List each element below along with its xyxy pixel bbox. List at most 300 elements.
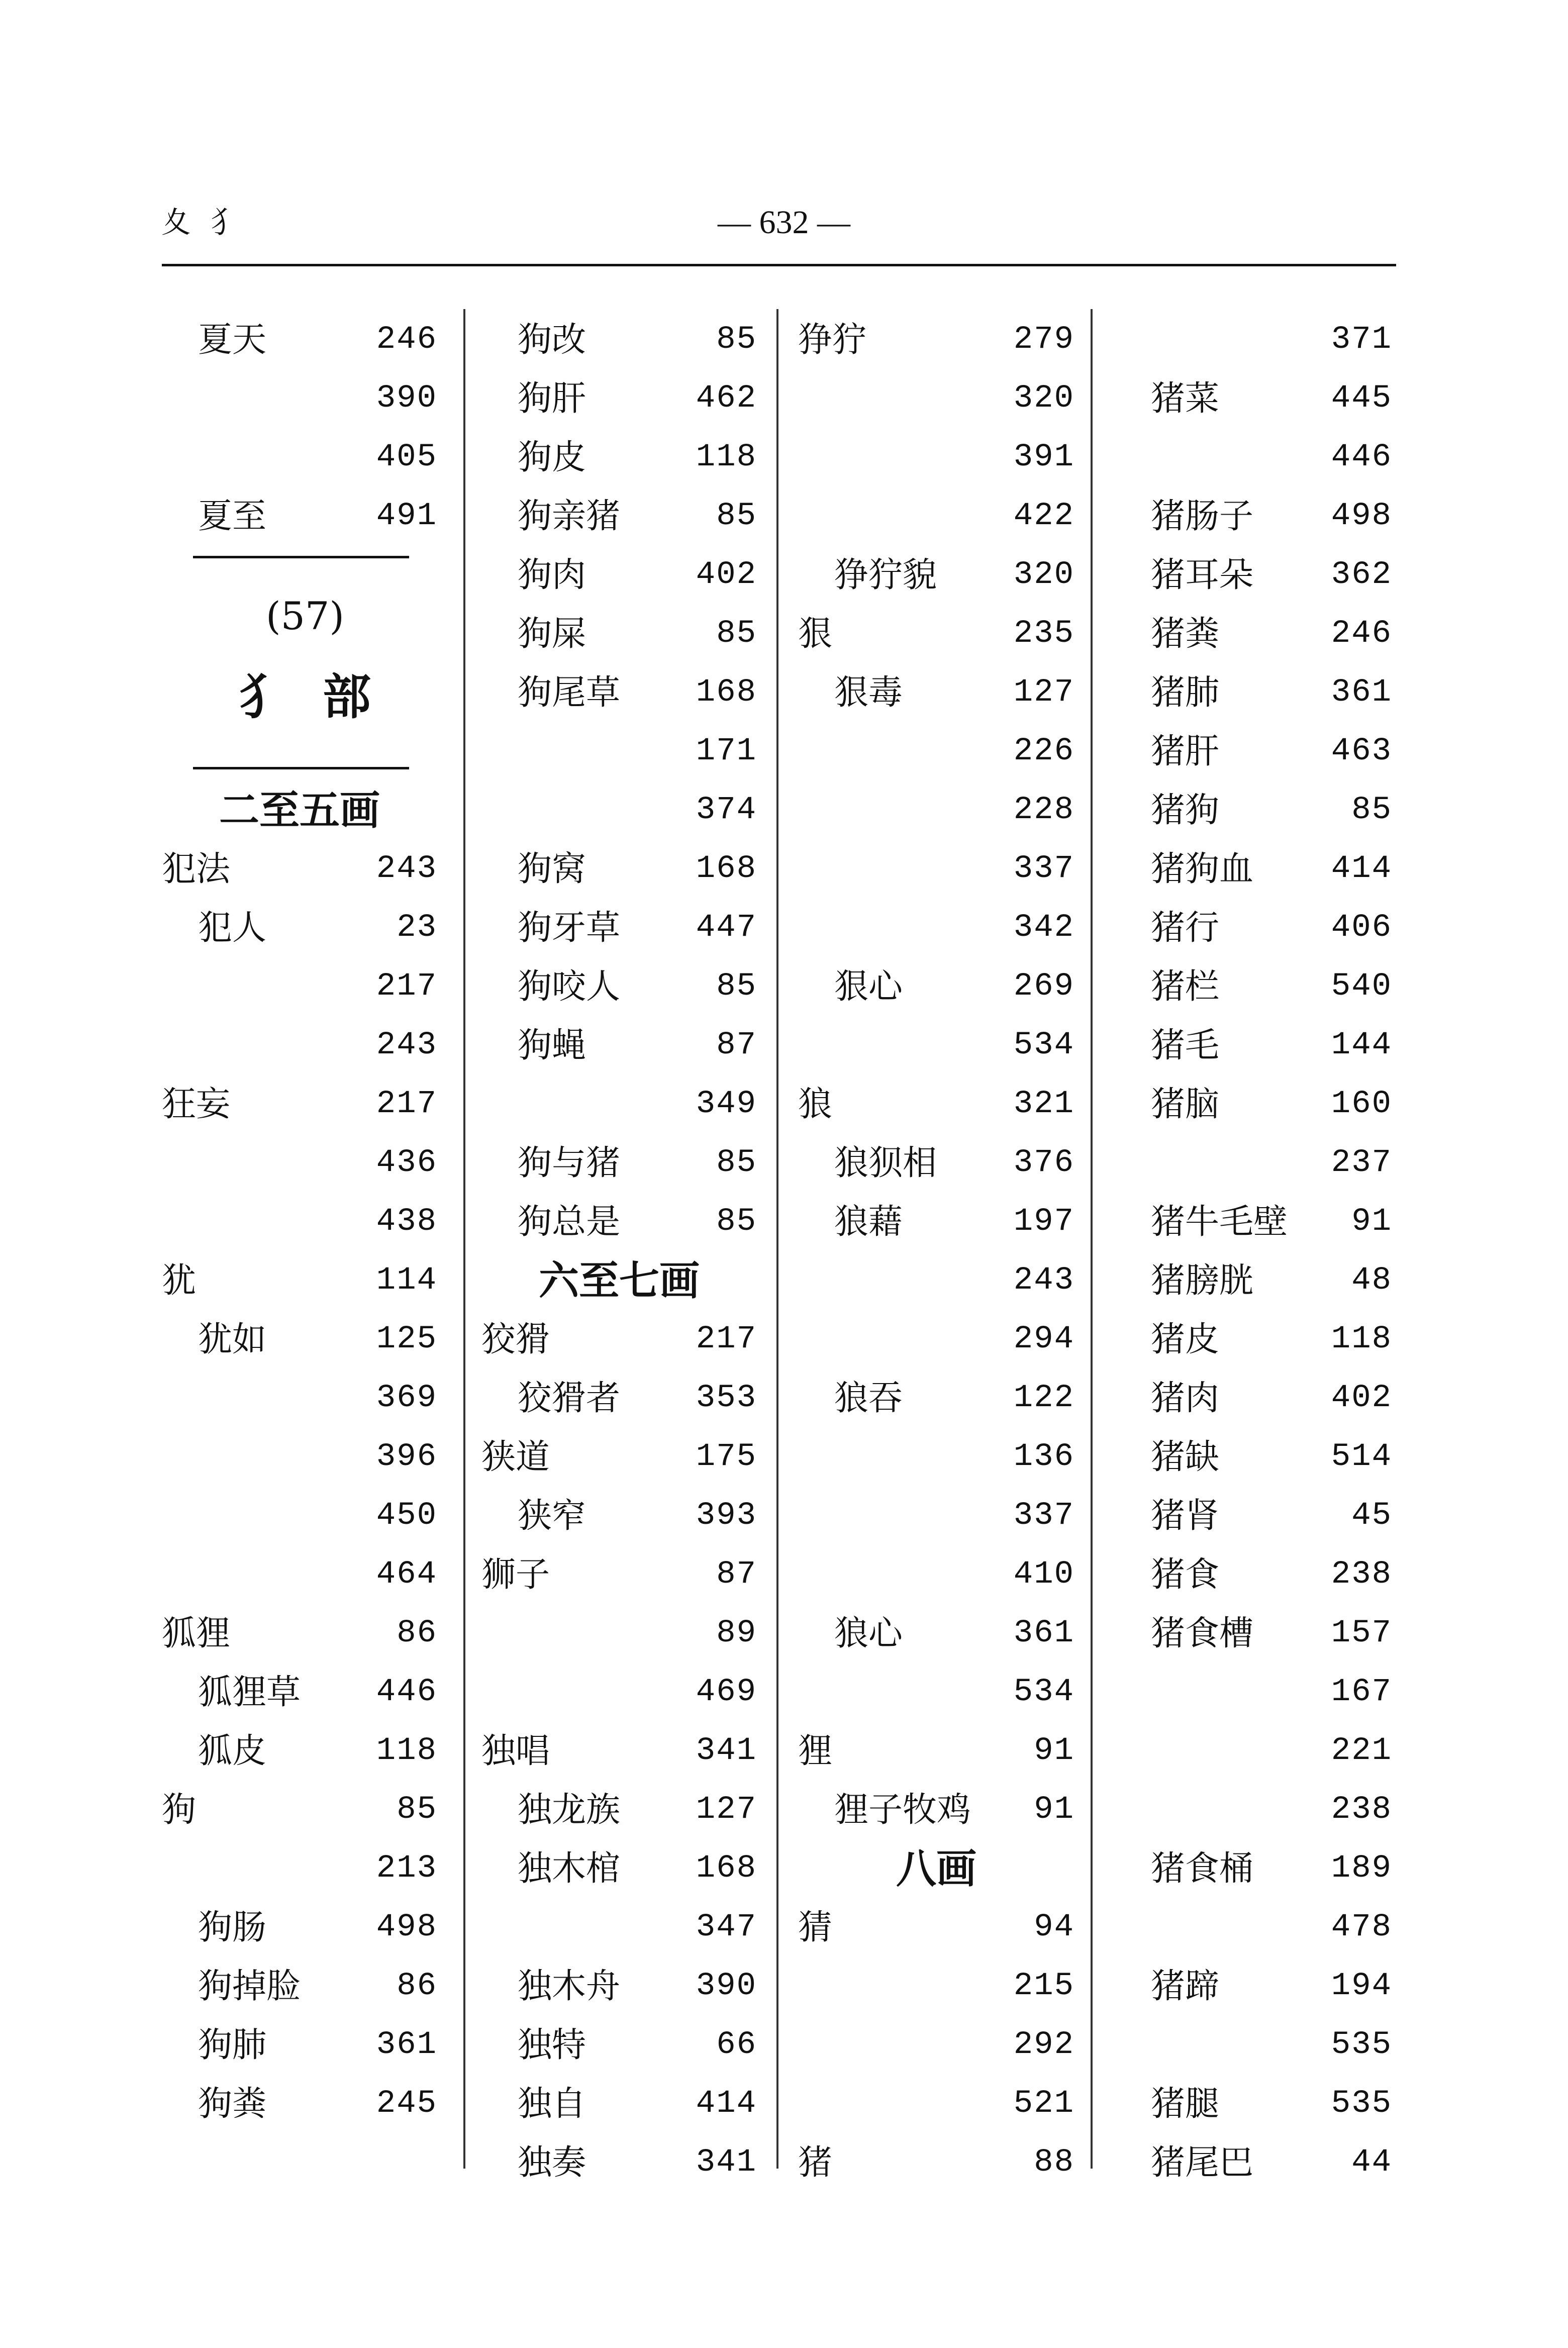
index-column-2 xyxy=(481,311,757,2185)
entry-term: 猪 xyxy=(798,2143,833,2183)
sub-entry-term: 狗肠 xyxy=(198,1908,267,1947)
sub-entry-term: 猪牛毛壁 xyxy=(1151,1202,1288,1242)
sub-entry-term: 猪皮 xyxy=(1151,1320,1220,1359)
index-entry xyxy=(798,781,1074,840)
page-ref: 321 xyxy=(1013,1086,1074,1122)
index-entry xyxy=(798,1369,1074,1428)
page-ref: 371 xyxy=(1331,322,1392,358)
index-entry xyxy=(798,840,1074,899)
index-entry xyxy=(798,1487,1074,1545)
page-ref: 347 xyxy=(696,1909,757,1945)
sub-entry-term: 猪蹄 xyxy=(1151,1967,1220,2006)
index-entry xyxy=(481,781,757,840)
index-entry xyxy=(1115,1075,1392,1134)
index-entry xyxy=(1115,1134,1392,1193)
page-ref: 361 xyxy=(1331,674,1392,711)
page-ref: 157 xyxy=(1331,1615,1392,1651)
index-entry xyxy=(481,428,757,487)
index-entry xyxy=(798,1075,1074,1134)
sub-entry-term: 狐皮 xyxy=(198,1731,267,1771)
sub-entry-term: 猪腿 xyxy=(1151,2084,1220,2124)
index-entry xyxy=(162,1957,437,2016)
section-rule-top xyxy=(193,556,409,558)
index-entry xyxy=(481,1957,757,2016)
index-entry xyxy=(481,2016,757,2075)
index-entry xyxy=(798,1957,1074,2016)
sub-entry-term: 狗尾草 xyxy=(518,673,621,713)
sub-entry-term: 猪菜 xyxy=(1151,379,1220,419)
sub-entry-term: 猪肠子 xyxy=(1151,497,1254,536)
index-entry xyxy=(798,546,1074,605)
page-ref: 125 xyxy=(376,1321,437,1357)
index-entry xyxy=(1115,487,1392,546)
page-ref: 422 xyxy=(1013,498,1074,534)
index-entry xyxy=(481,1428,757,1487)
sub-entry-term: 狼狈相 xyxy=(834,1143,937,1183)
sub-entry-term: 狗皮 xyxy=(518,438,586,477)
page-ref: 175 xyxy=(696,1439,757,1475)
page-ref: 243 xyxy=(1013,1262,1074,1299)
page-ref: 85 xyxy=(716,968,757,1005)
sub-entry-term: 狗总是 xyxy=(518,1202,621,1242)
page-ref: 86 xyxy=(397,1615,437,1651)
index-entry xyxy=(1115,546,1392,605)
sub-entry-term: 狗粪 xyxy=(198,2084,267,2124)
sub-entry-term: 猪食 xyxy=(1151,1555,1220,1595)
index-entry xyxy=(481,663,757,722)
sub-entry-term: 狗掉脸 xyxy=(198,1967,301,2006)
page-ref: 118 xyxy=(376,1733,437,1769)
index-entry xyxy=(162,1487,437,1545)
index-entry xyxy=(798,1016,1074,1075)
index-entry xyxy=(481,1016,757,1075)
entry-term: 狗 xyxy=(162,1790,197,1830)
index-entry xyxy=(798,1781,1074,1839)
page-ref: 87 xyxy=(716,1556,757,1593)
sub-entry-term: 狗肉 xyxy=(518,555,586,595)
page-ref: 353 xyxy=(696,1380,757,1416)
page-number: — 632 — xyxy=(718,204,850,241)
index-entry xyxy=(1115,1310,1392,1369)
sub-entry-term: 独木舟 xyxy=(518,1967,621,2006)
page-ref: 127 xyxy=(1013,674,1074,711)
page-ref: 450 xyxy=(376,1498,437,1534)
index-entry xyxy=(1115,1428,1392,1487)
entry-term: 狮子 xyxy=(481,1555,550,1595)
sub-entry-term: 猪缺 xyxy=(1151,1437,1220,1477)
page-ref: 320 xyxy=(1013,557,1074,593)
page-ref: 122 xyxy=(1013,1380,1074,1416)
page-ref: 402 xyxy=(696,557,757,593)
sub-entry-term: 猪肝 xyxy=(1151,732,1220,771)
page-ref: 361 xyxy=(1013,1615,1074,1651)
sub-entry-term: 独奏 xyxy=(518,2143,586,2183)
page-ref: 85 xyxy=(716,1204,757,1240)
page-ref: 171 xyxy=(696,733,757,769)
page-ref: 213 xyxy=(376,1850,437,1887)
sub-entry-term: 独木棺 xyxy=(518,1849,621,1889)
index-entry xyxy=(1115,899,1392,957)
sub-entry-term: 夏至 xyxy=(198,497,267,536)
index-column-3 xyxy=(798,311,1074,2185)
index-entry xyxy=(1115,1663,1392,1722)
index-entry xyxy=(1115,2016,1392,2075)
page-ref: 118 xyxy=(1331,1321,1392,1357)
index-entry xyxy=(162,1839,437,1898)
sub-entry-term: 犯人 xyxy=(198,908,267,948)
page-ref: 228 xyxy=(1013,792,1074,828)
sub-entry-term: 狗改 xyxy=(518,320,586,360)
index-entry xyxy=(798,605,1074,663)
page-ref: 294 xyxy=(1013,1321,1074,1357)
page-ref: 469 xyxy=(696,1674,757,1710)
page-ref: 114 xyxy=(376,1262,437,1299)
index-entry xyxy=(1115,1487,1392,1545)
header-rule xyxy=(162,264,1396,266)
page-ref: 217 xyxy=(376,1086,437,1122)
sub-entry-term: 猪栏 xyxy=(1151,967,1220,1007)
page-ref: 436 xyxy=(376,1145,437,1181)
index-entry xyxy=(481,1663,757,1722)
page-ref: 535 xyxy=(1331,2027,1392,2063)
page-ref: 491 xyxy=(376,498,437,534)
sub-entry-term: 猪脑 xyxy=(1151,1085,1220,1124)
page-ref: 463 xyxy=(1331,733,1392,769)
sub-entry-term: 猪行 xyxy=(1151,908,1220,948)
page-ref: 349 xyxy=(696,1086,757,1122)
sub-entry-term: 狗蝇 xyxy=(518,1026,586,1065)
index-column-1 xyxy=(162,311,437,2185)
index-entry xyxy=(481,487,757,546)
index-entry xyxy=(481,1898,757,1957)
page-ref: 535 xyxy=(1331,2086,1392,2122)
index-entry xyxy=(1115,722,1392,781)
page-ref: 118 xyxy=(696,439,757,475)
page-ref: 337 xyxy=(1013,1498,1074,1534)
index-entry xyxy=(481,722,757,781)
index-column-4 xyxy=(1115,311,1392,2185)
running-header-radicals: 夊 犭 xyxy=(161,205,246,240)
page-ref: 362 xyxy=(1331,557,1392,593)
sub-entry-term: 猪肉 xyxy=(1151,1379,1220,1418)
index-entry xyxy=(1115,2075,1392,2133)
column-divider xyxy=(463,309,465,2169)
page-ref: 194 xyxy=(1331,1968,1392,2004)
sub-entry-term: 狼吞 xyxy=(834,1379,903,1418)
index-entry xyxy=(1115,605,1392,663)
index-entry xyxy=(481,1839,757,1898)
sub-entry-term: 猪粪 xyxy=(1151,614,1220,654)
sub-entry-term: 猪食桶 xyxy=(1151,1849,1254,1889)
index-entry xyxy=(798,1663,1074,1722)
page-ref: 85 xyxy=(716,616,757,652)
index-entry xyxy=(1115,428,1392,487)
page-ref: 189 xyxy=(1331,1850,1392,1887)
column-divider xyxy=(776,309,778,2169)
index-entry xyxy=(1115,1369,1392,1428)
page-ref: 341 xyxy=(696,1733,757,1769)
index-entry xyxy=(1115,840,1392,899)
section-title: 犭部 xyxy=(239,669,406,725)
page-ref: 238 xyxy=(1331,1792,1392,1828)
index-entry xyxy=(798,899,1074,957)
index-entry xyxy=(798,1604,1074,1663)
page-ref: 342 xyxy=(1013,910,1074,946)
index-entry xyxy=(798,2016,1074,2075)
sub-entry-term: 狗屎 xyxy=(518,614,586,654)
index-entry xyxy=(162,1663,437,1722)
page-ref: 534 xyxy=(1013,1027,1074,1063)
page-ref: 396 xyxy=(376,1439,437,1475)
index-entry xyxy=(162,1545,437,1604)
page-ref: 534 xyxy=(1013,1674,1074,1710)
index-entry xyxy=(1115,1193,1392,1251)
index-entry xyxy=(162,1193,437,1251)
index-entry xyxy=(481,1487,757,1545)
index-entry xyxy=(798,722,1074,781)
index-entry xyxy=(162,1781,437,1839)
index-entry xyxy=(1115,1016,1392,1075)
page-ref: 462 xyxy=(696,380,757,417)
page-ref: 337 xyxy=(1013,851,1074,887)
sub-entry-term: 猪狗血 xyxy=(1151,849,1254,889)
page-ref: 438 xyxy=(376,1204,437,1240)
page-ref: 341 xyxy=(696,2144,757,2181)
index-entry xyxy=(162,1251,437,1310)
entry-term: 犯法 xyxy=(162,849,231,889)
page-ref: 85 xyxy=(1351,792,1392,828)
entry-term: 独唱 xyxy=(481,1731,550,1771)
index-entry xyxy=(481,1545,757,1604)
page-ref: 393 xyxy=(696,1498,757,1534)
index-entry xyxy=(1115,957,1392,1016)
page-ref: 237 xyxy=(1331,1145,1392,1181)
index-entry xyxy=(481,1075,757,1134)
page-ref: 127 xyxy=(696,1792,757,1828)
index-entry xyxy=(481,1604,757,1663)
index-entry xyxy=(162,1428,437,1487)
index-entry xyxy=(162,1016,437,1075)
index-entry xyxy=(481,840,757,899)
page-ref: 414 xyxy=(1331,851,1392,887)
index-entry xyxy=(481,1369,757,1428)
sub-entry-term: 狗肺 xyxy=(198,2025,267,2065)
index-entry xyxy=(798,1545,1074,1604)
page-ref: 478 xyxy=(1331,1909,1392,1945)
index-entry xyxy=(1115,781,1392,840)
index-entry xyxy=(798,1193,1074,1251)
page-ref: 136 xyxy=(1013,1439,1074,1475)
page-ref: 168 xyxy=(696,1850,757,1887)
index-entry xyxy=(162,311,437,369)
sub-entry-term: 猪尾巴 xyxy=(1151,2143,1254,2183)
entry-term: 狭道 xyxy=(481,1437,550,1477)
index-entry xyxy=(798,1428,1074,1487)
index-entry xyxy=(481,899,757,957)
entry-term: 狸 xyxy=(798,1731,833,1771)
index-entry xyxy=(481,1781,757,1839)
sub-entry-term: 狠心 xyxy=(834,967,903,1007)
entry-term: 狼 xyxy=(798,1085,833,1124)
page-ref: 243 xyxy=(376,1027,437,1063)
index-entry xyxy=(162,1310,437,1369)
page-ref: 320 xyxy=(1013,380,1074,417)
sub-entry-term: 狸子牧鸡 xyxy=(834,1790,971,1830)
page-ref: 221 xyxy=(1331,1733,1392,1769)
page-ref: 246 xyxy=(1331,616,1392,652)
sub-entry-term: 狗窝 xyxy=(518,849,586,889)
page-ref: 87 xyxy=(716,1027,757,1063)
index-entry xyxy=(1115,2133,1392,2192)
index-entry xyxy=(1115,1604,1392,1663)
sub-entry-term: 狗肝 xyxy=(518,379,586,419)
sub-entry-term: 狗与猪 xyxy=(518,1143,621,1183)
page-ref: 521 xyxy=(1013,2086,1074,2122)
column-divider xyxy=(1091,309,1093,2169)
page-ref: 279 xyxy=(1013,322,1074,358)
index-entry xyxy=(798,487,1074,546)
page-ref: 88 xyxy=(1034,2144,1074,2181)
page-ref: 217 xyxy=(376,968,437,1005)
sub-entry-term: 狼藉 xyxy=(834,1202,903,1242)
index-entry xyxy=(162,1369,437,1428)
page-ref: 66 xyxy=(716,2027,757,2063)
page-ref: 85 xyxy=(716,498,757,534)
index-entry xyxy=(1115,369,1392,428)
page-ref: 217 xyxy=(696,1321,757,1357)
section-heading-block xyxy=(162,546,437,781)
page-ref: 406 xyxy=(1331,910,1392,946)
page-ref: 168 xyxy=(696,851,757,887)
index-entry xyxy=(162,1722,437,1781)
page-ref: 402 xyxy=(1331,1380,1392,1416)
index-entry xyxy=(798,428,1074,487)
page-ref: 464 xyxy=(376,1556,437,1593)
page-ref: 226 xyxy=(1013,733,1074,769)
sub-entry-term: 狗咬人 xyxy=(518,967,621,1007)
index-entry xyxy=(1115,1545,1392,1604)
index-entry xyxy=(162,957,437,1016)
page-ref: 414 xyxy=(696,2086,757,2122)
entry-term: 猜 xyxy=(798,1908,833,1947)
page-ref: 48 xyxy=(1351,1262,1392,1299)
sub-entry-term: 独特 xyxy=(518,2025,586,2065)
page-ref: 23 xyxy=(397,910,437,946)
index-entry xyxy=(1115,1898,1392,1957)
sub-entry-term: 狠毒 xyxy=(834,673,903,713)
index-entry xyxy=(162,369,437,428)
page-ref: 445 xyxy=(1331,380,1392,417)
index-entry xyxy=(798,1134,1074,1193)
entry-term: 狂妄 xyxy=(162,1085,231,1124)
page-ref: 390 xyxy=(696,1968,757,2004)
page-ref: 91 xyxy=(1034,1733,1074,1769)
page-ref: 514 xyxy=(1331,1439,1392,1475)
index-entry xyxy=(481,546,757,605)
page-ref: 85 xyxy=(716,322,757,358)
index-entry xyxy=(162,2075,437,2133)
sub-entry-term: 独龙族 xyxy=(518,1790,621,1830)
page-ref: 144 xyxy=(1331,1027,1392,1063)
index-entry xyxy=(162,840,437,899)
index-entry xyxy=(481,605,757,663)
sub-entry-term: 狗牙草 xyxy=(518,908,621,948)
index-entry xyxy=(481,369,757,428)
sub-entry-term: 狡猾者 xyxy=(518,1379,621,1418)
page-ref: 168 xyxy=(696,674,757,711)
stroke-count-heading: 六至七画 xyxy=(539,1257,700,1304)
page-ref: 243 xyxy=(376,851,437,887)
page-ref: 446 xyxy=(376,1674,437,1710)
index-entry xyxy=(481,1193,757,1251)
index-entry xyxy=(798,957,1074,1016)
page-ref: 44 xyxy=(1351,2144,1392,2181)
index-entry xyxy=(1115,1839,1392,1898)
page-ref: 91 xyxy=(1034,1792,1074,1828)
sub-entry-term: 狐狸草 xyxy=(198,1673,301,1712)
index-entry xyxy=(798,369,1074,428)
index-entry xyxy=(481,311,757,369)
page-ref: 86 xyxy=(397,1968,437,2004)
stroke-count-heading: 二至五画 xyxy=(219,787,380,834)
page-ref: 245 xyxy=(376,2086,437,2122)
index-entry xyxy=(1115,1251,1392,1310)
page-ref: 246 xyxy=(376,322,437,358)
section-rule-bottom xyxy=(193,767,409,769)
page-ref: 160 xyxy=(1331,1086,1392,1122)
page-ref: 446 xyxy=(1331,439,1392,475)
index-entry xyxy=(1115,311,1392,369)
page-ref: 45 xyxy=(1351,1498,1392,1534)
page-ref: 89 xyxy=(716,1615,757,1651)
page-ref: 410 xyxy=(1013,1556,1074,1593)
section-number: (57) xyxy=(265,594,344,638)
page-ref: 374 xyxy=(696,792,757,828)
index-entry xyxy=(162,899,437,957)
page-ref: 197 xyxy=(1013,1204,1074,1240)
index-entry xyxy=(798,663,1074,722)
sub-entry-term: 猪狗 xyxy=(1151,791,1220,830)
page-ref: 238 xyxy=(1331,1556,1392,1593)
index-entry xyxy=(798,1310,1074,1369)
index-entry xyxy=(798,1898,1074,1957)
index-entry xyxy=(481,1310,757,1369)
page-ref: 447 xyxy=(696,910,757,946)
sub-entry-term: 狼心 xyxy=(834,1614,903,1653)
index-entry xyxy=(798,1722,1074,1781)
index-entry xyxy=(481,2133,757,2192)
index-entry xyxy=(798,1251,1074,1310)
index-entry xyxy=(481,2075,757,2133)
entry-term: 狠 xyxy=(798,614,833,654)
page-ref: 91 xyxy=(1351,1204,1392,1240)
entry-term: 狡猾 xyxy=(481,1320,550,1359)
page-ref: 405 xyxy=(376,439,437,475)
index-entry xyxy=(1115,1722,1392,1781)
index-entry xyxy=(1115,1781,1392,1839)
index-entry xyxy=(1115,1957,1392,2016)
index-entry xyxy=(162,487,437,546)
sub-entry-term: 猪毛 xyxy=(1151,1026,1220,1065)
index-entry xyxy=(798,2133,1074,2192)
index-entry xyxy=(798,2075,1074,2133)
sub-entry-term: 独自 xyxy=(518,2084,586,2124)
index-entry xyxy=(481,1134,757,1193)
page-ref: 269 xyxy=(1013,968,1074,1005)
sub-entry-term: 狭窄 xyxy=(518,1496,586,1536)
page-ref: 215 xyxy=(1013,1968,1074,2004)
sub-entry-term: 狰狞貌 xyxy=(834,555,937,595)
